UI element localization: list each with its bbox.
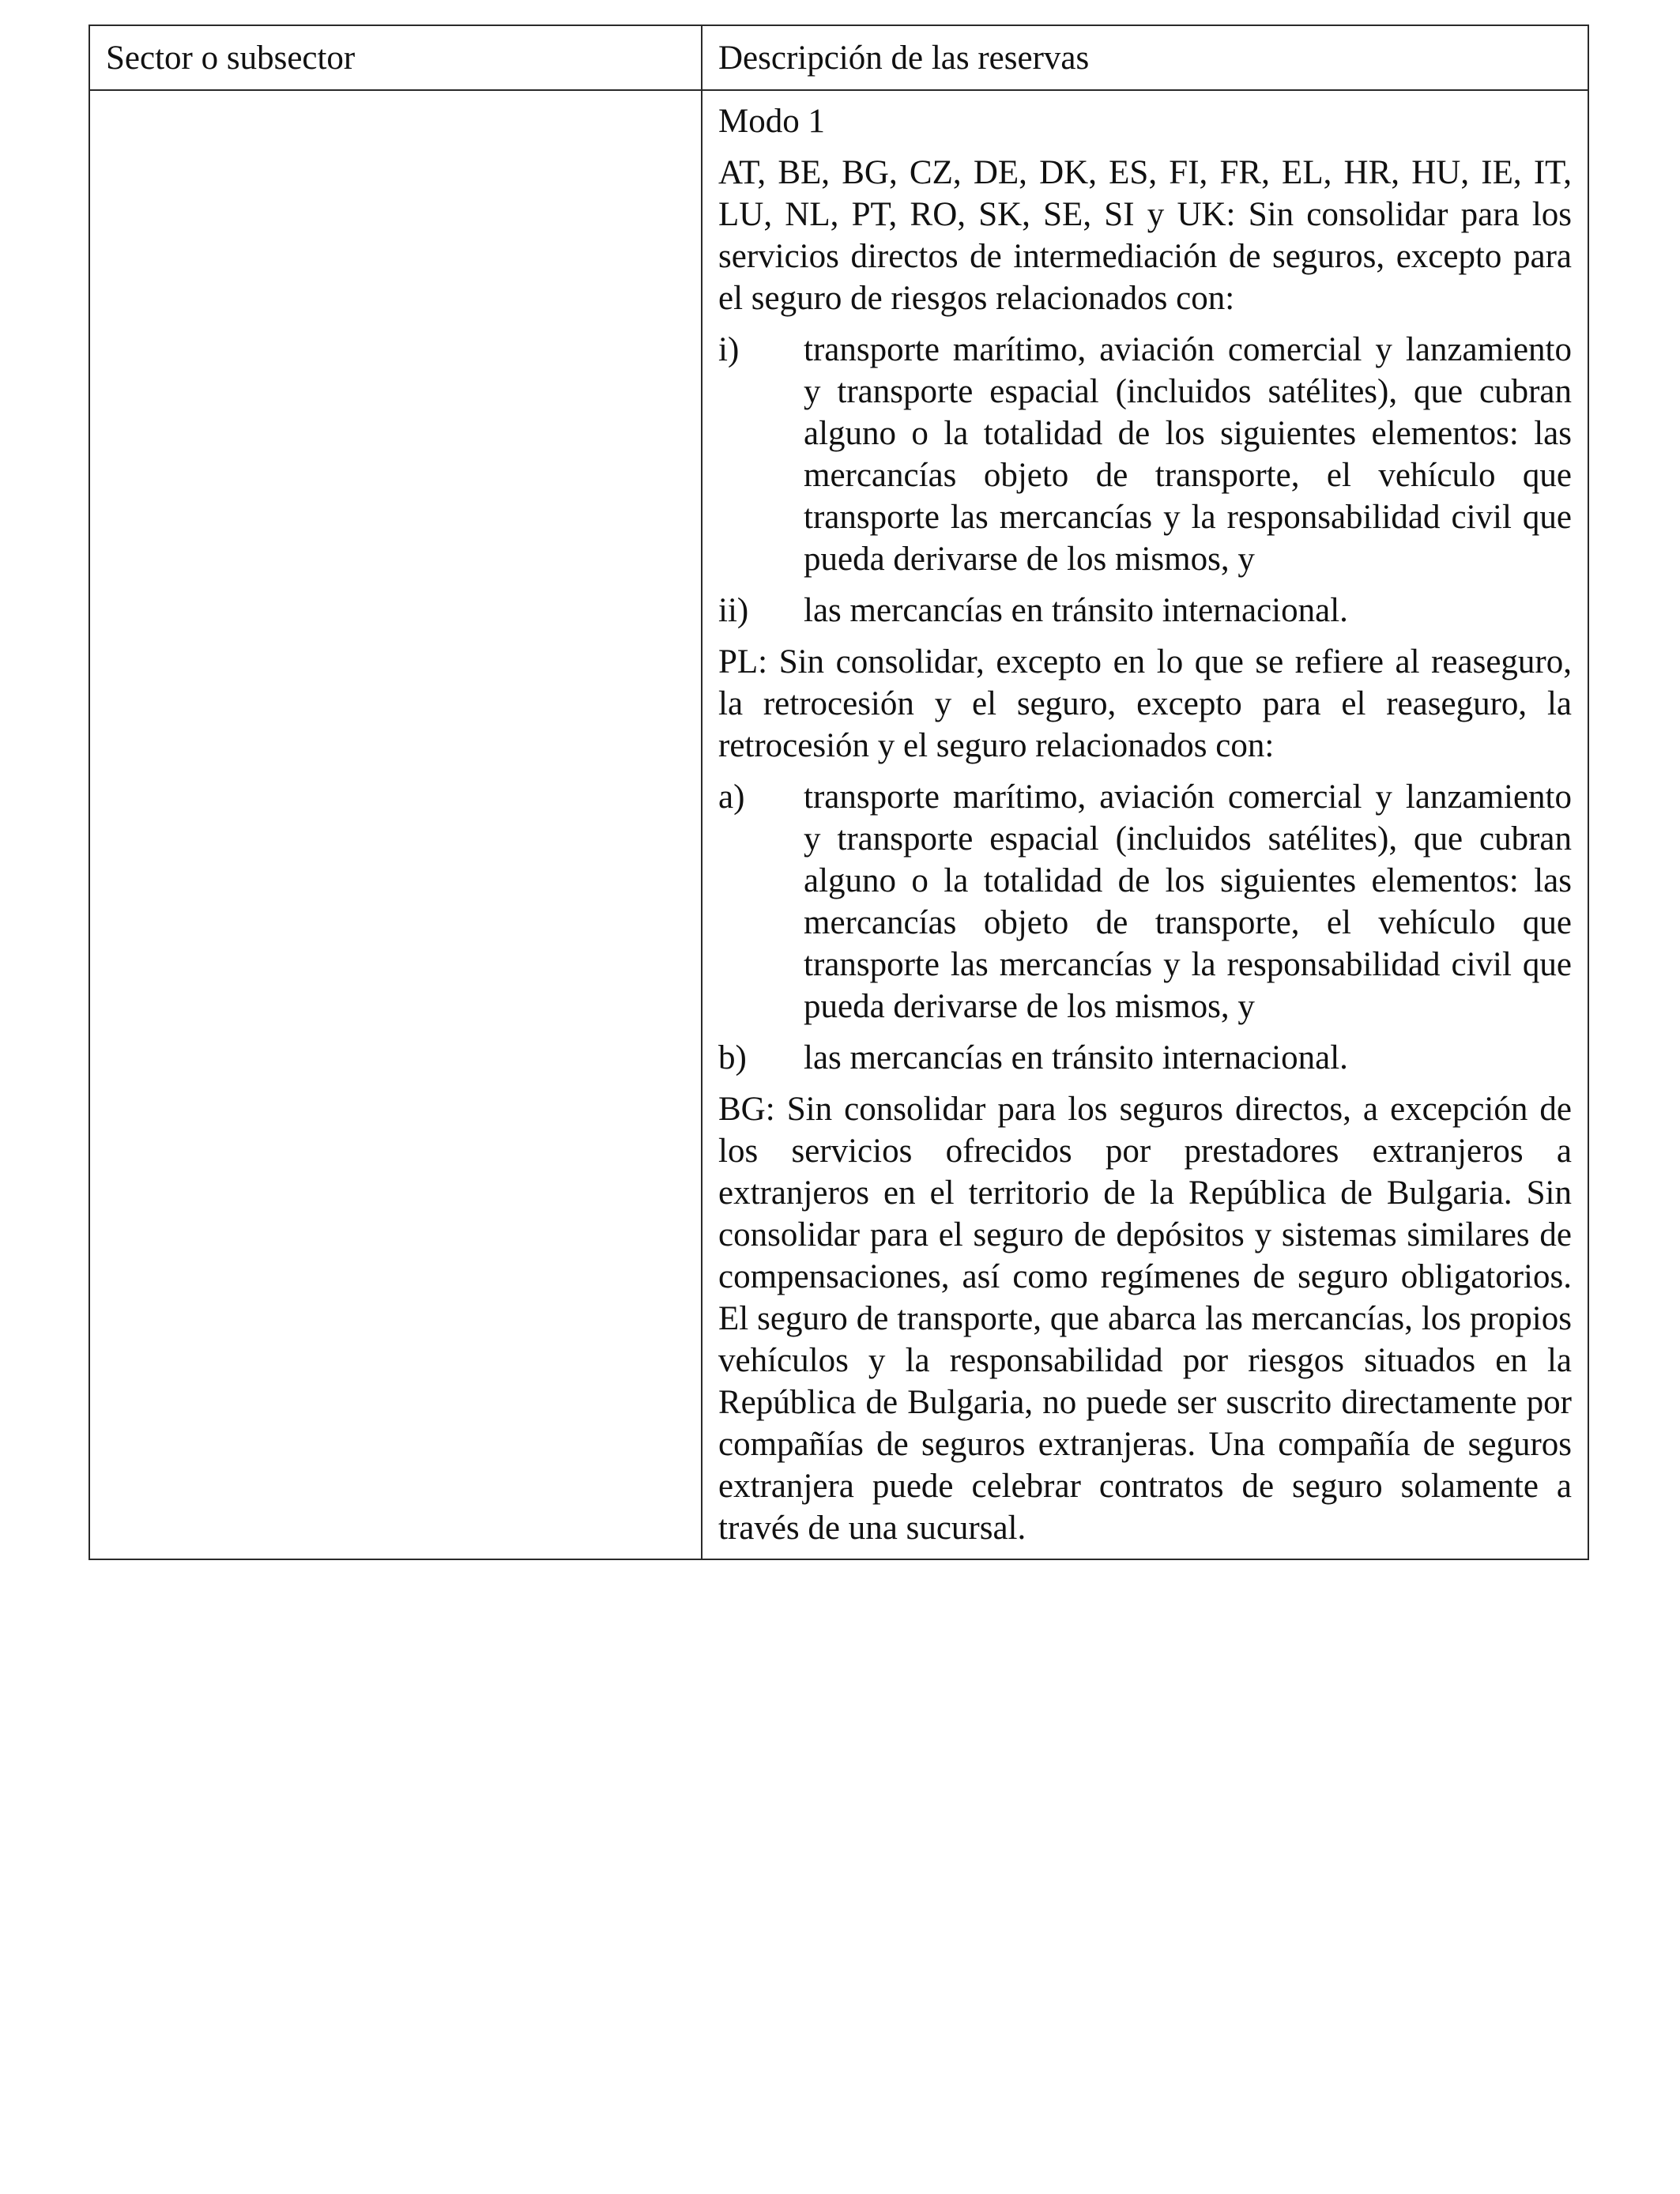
header-description: Descripción de las reservas xyxy=(702,25,1588,90)
reservations-table xyxy=(89,25,1589,1560)
list-text: transporte marítimo, aviación comercial y lanzamiento y transporte espacial (incluidos satélites), que cubran alguno o la totalidad de los siguientes elementos: las mercancías objeto de transporte, el vehículo que transporte las mercancías y la responsabilidad civil que pueda derivarse de los mismos, y xyxy=(804,331,1572,578)
list-marker: a) xyxy=(718,778,745,816)
list-item xyxy=(718,1037,1572,1079)
mode-label: Modo 1 xyxy=(718,103,825,140)
list-text: las mercancías en tránsito internacional. xyxy=(804,592,1348,629)
list-item xyxy=(718,590,1572,631)
list-text: transporte marítimo, aviación comercial y lanzamiento y transporte espacial (incluidos satélites), que cubran alguno o la totalidad de los siguientes elementos: las mercancías objeto de transporte, el vehículo que transporte las mercancías y la responsabilidad civil que pueda derivarse de los mismos, y xyxy=(804,778,1572,1025)
description-cell xyxy=(702,90,1588,1559)
list-marker: b) xyxy=(718,1039,747,1076)
list-text: las mercancías en tránsito internacional. xyxy=(804,1039,1348,1076)
sector-cell xyxy=(89,90,702,1559)
bg-paragraph: BG: Sin consolidar para los seguros directos, a excepción de los servicios ofrecidos por prestadores extranjeros a extranjeros en el territorio de la República de Bulgaria. Sin consolidar para el seguro de depósitos y sistemas similares de compensaciones, así como regímenes de seguro obligatorios. El seguro de transporte, que abarca las mercancías, los propios vehículos y la responsabilidad por riesgos situados en la República de Bulgaria, no puede ser suscrito directamente por compañías de seguros extranjeras. Una compañía de seguros extranjera puede celebrar contratos de seguro solamente a través de una sucursal. xyxy=(718,1091,1572,1547)
list-marker: i) xyxy=(718,331,740,368)
list-marker: ii) xyxy=(718,592,749,629)
header-sector: Sector o subsector xyxy=(89,25,702,90)
list-item xyxy=(718,776,1572,1027)
list-item xyxy=(718,329,1572,580)
table-header-row xyxy=(89,25,1588,90)
table-row xyxy=(89,90,1588,1559)
intro-paragraph: AT, BE, BG, CZ, DE, DK, ES, FI, FR, EL, HR, HU, IE, IT, LU, NL, PT, RO, SK, SE, SI y UK: Sin consolidar para los servicios directos de intermediación de seguros, excepto para el seguro de riesgos relacionados con: xyxy=(718,154,1572,317)
pl-paragraph: PL: Sin consolidar, excepto en lo que se refiere al reaseguro, la retrocesión y el seguro, excepto para el reaseguro, la retrocesión y el seguro relacionados con: xyxy=(718,643,1572,764)
